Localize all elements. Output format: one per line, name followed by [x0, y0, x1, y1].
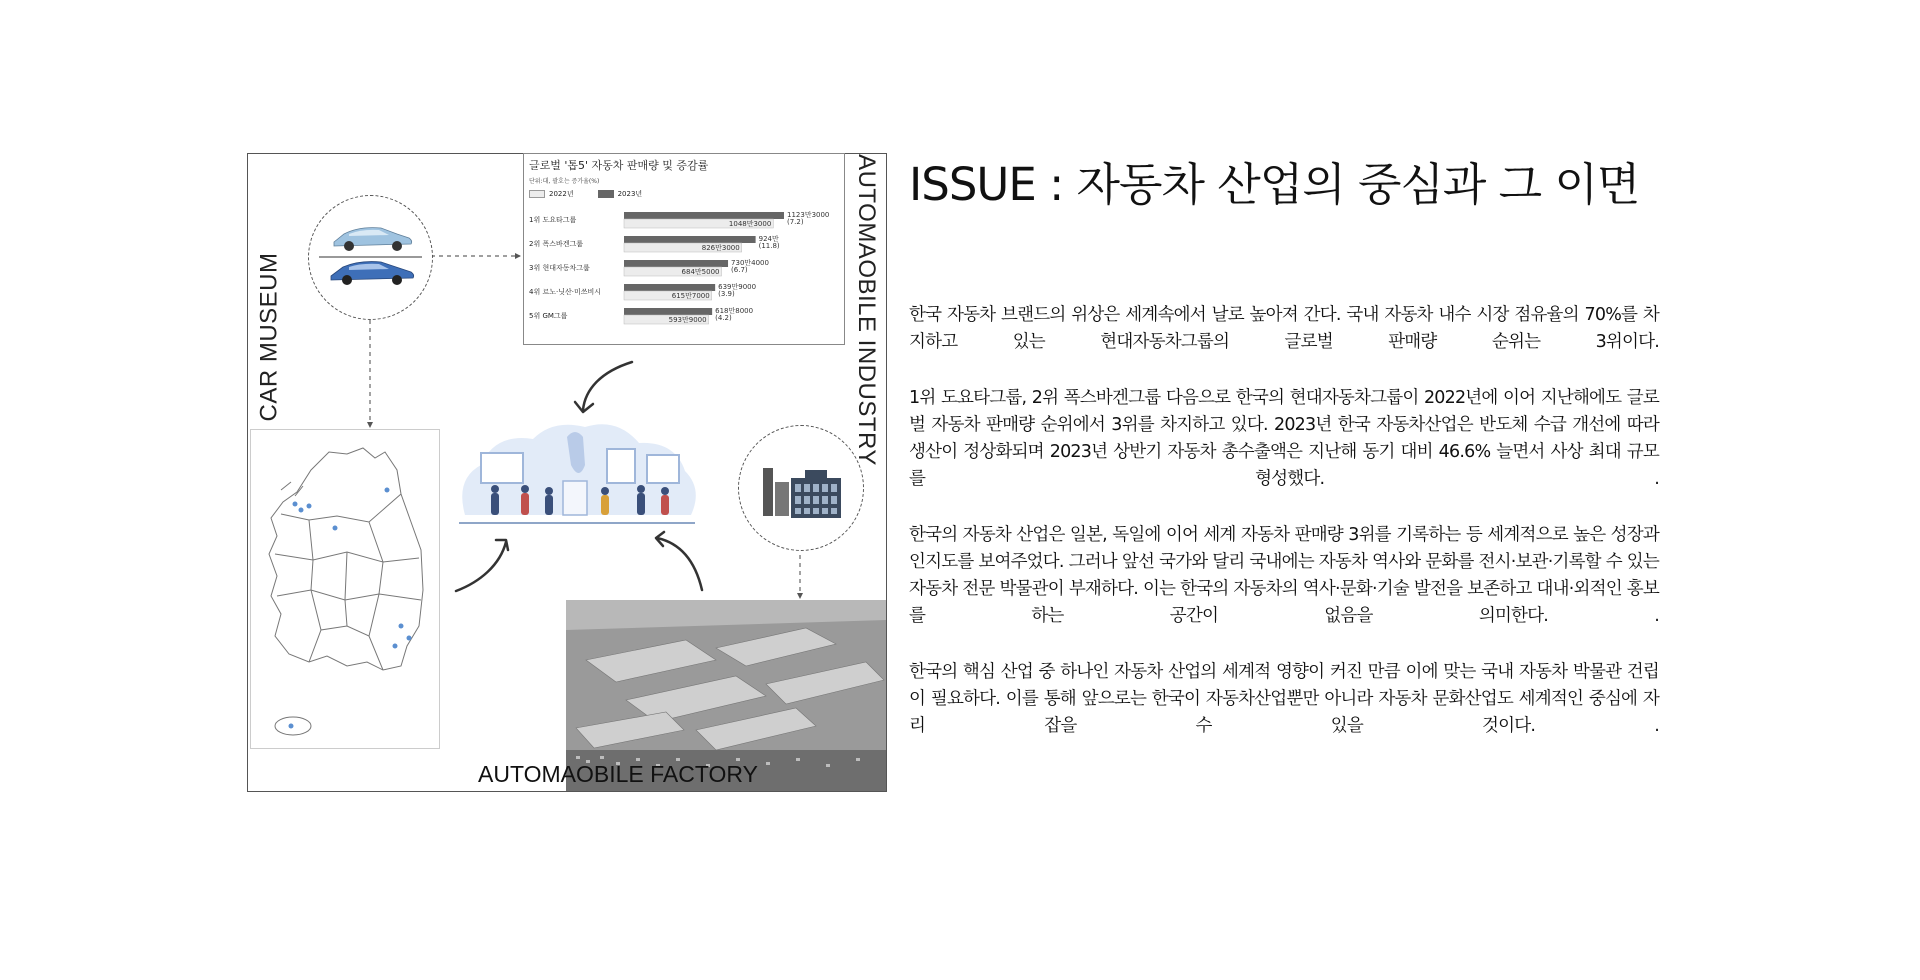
museum-icon — [455, 419, 700, 533]
chart-value-2023: 618만8000 — [715, 307, 754, 315]
chart-growth-label: (11.8) — [758, 242, 780, 250]
chart-growth-label: (4.2) — [715, 314, 732, 322]
chart-value-2022: 826만3000 — [701, 244, 740, 252]
factory-icon — [739, 426, 863, 550]
korea-map-icon — [251, 430, 439, 748]
chart-value-2023: 730만4000 — [731, 259, 769, 267]
chart-category-label: 3위 현대자동차그룹 — [529, 264, 590, 272]
issue-paragraph-4: 한국의 핵심 산업 중 하나인 자동차 산업의 세계적 영향이 커진 만큼 이에 맞는 국내 자동차 박물관 건립이 필요하다. 이를 통해 앞으로는 한국이 자동차산업뿐만 아니라 자동차 문화산업도 세계적인 중심에 자리 잡을 수 있을 것이다. . — [909, 662, 1659, 736]
chart-value-2022: 615만7000 — [671, 292, 710, 300]
chart-value-2022: 1048만3000 — [728, 220, 772, 228]
issue-title: ISSUE : 자동차 산업의 중심과 그 이면 — [909, 158, 1640, 211]
arrow-map-to-museum — [456, 542, 506, 591]
issue-paragraph-2: 1위 도요타그룹, 2위 폭스바겐그룹 다음으로 한국의 현대자동차그룹이 2022년에 이어 지난해에도 글로벌 자동차 판매량 순위에서 3위를 차지하고 있다. 2023년 한국 자동차산업은 반도체 수급 개선에 따라 생산이 정상화되며 2023년 상반기 자동차 총수출액은 지난해 동기 대비 46.6% 늘면서 사상 최대 규모를 형성했다. . — [909, 388, 1659, 489]
legend-2023: 2023년 — [598, 189, 643, 199]
chart-title: 글로벌 '톱5' 자동차 판매량 및 증감률 — [529, 159, 709, 172]
car-icon — [309, 196, 432, 319]
chart-category-label: 1위 도요타그룹 — [529, 216, 577, 224]
chart-value-2022: 684만5000 — [681, 268, 720, 276]
chart-value-2023: 924만 — [758, 235, 779, 243]
chart-category-label: 2위 폭스바겐그룹 — [529, 240, 584, 248]
chart-growth-label: (6.7) — [731, 266, 748, 274]
automobile-factory-label: AUTOMAOBILE FACTORY — [478, 761, 758, 787]
legend-2022: 2022년 — [529, 189, 574, 199]
museum-illustration — [455, 419, 700, 533]
chart-unit: 단위:대, 괄호는 증가율(%) — [529, 178, 600, 185]
chart-category-label: 5위 GM그룹 — [529, 312, 568, 320]
issue-body — [909, 302, 1659, 769]
korea-map — [250, 429, 440, 749]
arrow-chart-to-museum — [583, 362, 632, 410]
issue-paragraph-1: 한국 자동차 브랜드의 위상은 세계속에서 날로 높아져 간다. 국내 자동차 내수 시장 점유율의 70%를 차지하고 있는 현대자동차그룹의 글로벌 판매량 순위는 3위이다. — [909, 305, 1659, 352]
chart-value-2022: 593만9000 — [668, 316, 707, 324]
chart-category-label: 4위 르노·닛산·미쓰비시 — [529, 288, 601, 296]
chart-growth-label: (7.2) — [787, 218, 804, 226]
chart-value-2023: 1123만3000 — [787, 211, 830, 219]
chart-value-2023: 639만9000 — [718, 283, 757, 291]
automobile-industry-label: AUTOMAOBILE INDUSTRY — [853, 154, 880, 466]
factory-circle — [738, 425, 864, 551]
chart-growth-label: (3.9) — [718, 290, 735, 298]
car-circle — [308, 195, 433, 320]
issue-paragraph-3: 한국의 자동차 산업은 일본, 독일에 이어 세계 자동차 판매량 3위를 기록하는 등 세계적으로 높은 성장과 인지도를 보여주었다. 그러나 앞선 국가와 달리 국내에는 자동차 역사와 문화를 전시·보관·기록할 수 있는 자동차 전문 박물관이 부재하다. 이는 한국의 자동차의 역사·문화·기술 발전을 보존하고 대내·외적인 홍보를 하는 공간이 없음을 의미한다. . — [909, 525, 1659, 626]
car-museum-label: CAR MUSEUM — [255, 252, 283, 422]
